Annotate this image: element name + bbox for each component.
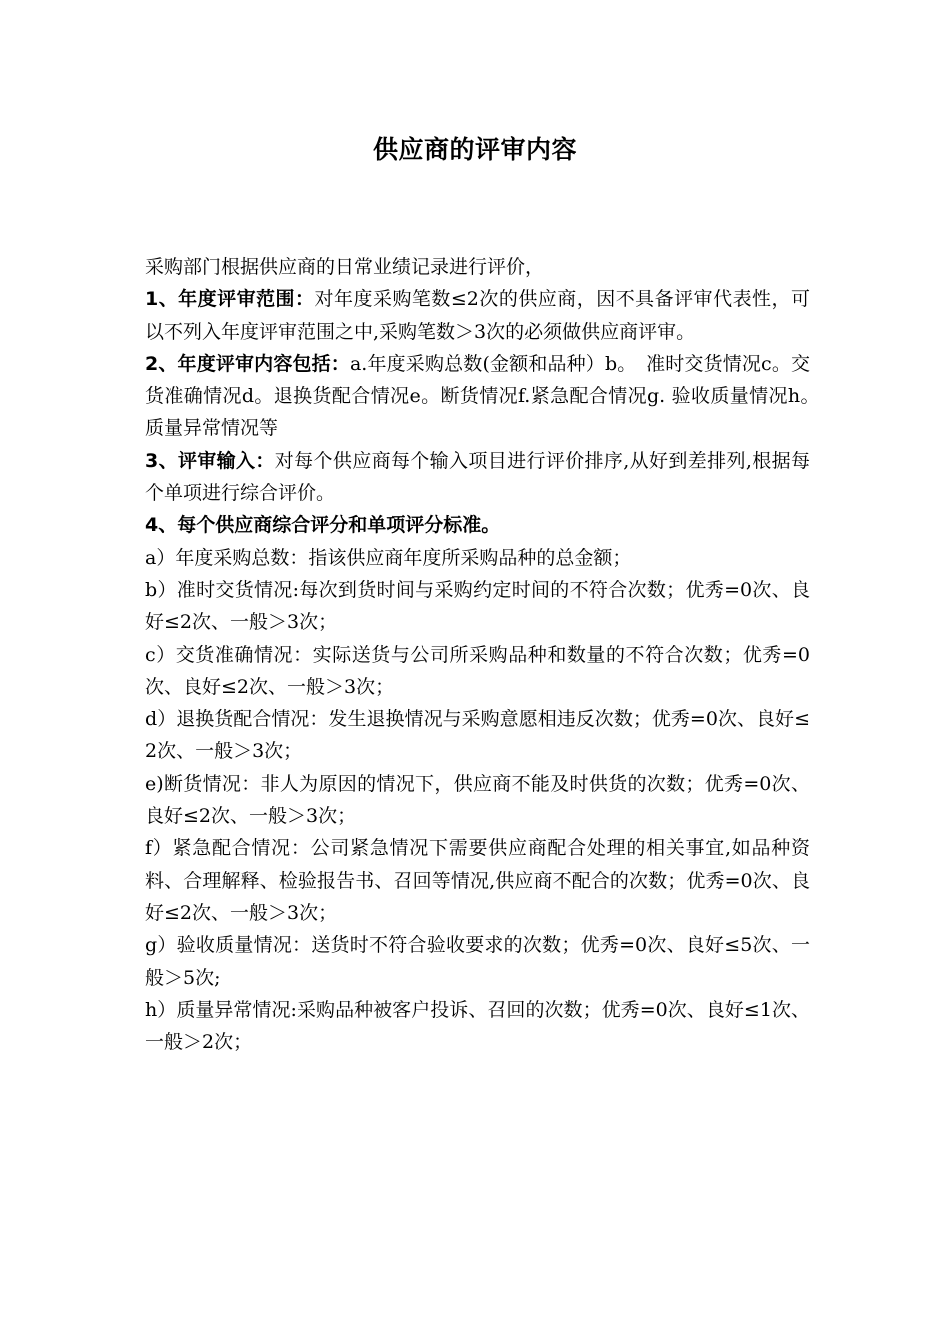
page-title: 供应商的评审内容 bbox=[372, 135, 577, 164]
section-2-text: a.年度采购总数(金额和品种）b。 准时交货情况c。交货准确情况d。退换货配合情况e。断货情况f.紧急配合情况g. 验收质量情况h。 质量异常情况等 bbox=[145, 352, 830, 440]
criterion-g: g）验收质量情况：送货时不符合验收要求的次数；优秀=0次、良好≤5次、一般＞5次; bbox=[145, 934, 810, 989]
criterion-e: e)断货情况：非人为原因的情况下，供应商不能及时供货的次数；优秀=0次、良好≤2次、一般＞3次； bbox=[145, 772, 810, 828]
intro-paragraph: 采购部门根据供应商的日常业绩记录进行评价， bbox=[145, 256, 545, 278]
section-1-text: 对年度采购笔数≤2次的供应商，因不具备评审代表性，可以不列入年度评审范围之中,采购笔数＞3次的必须做供应商评审。 bbox=[145, 288, 810, 343]
document-body bbox=[145, 251, 830, 1058]
criterion-a: a）年度采购总数：指该供应商年度所采购品种的总金额； bbox=[145, 546, 632, 569]
criterion-h: h）质量异常情况:采购品种被客户投诉、召回的次数；优秀=0次、良好≤1次、一般＞2次； bbox=[145, 998, 810, 1054]
criterion-b: b）准时交货情况:每次到货时间与采购约定时间的不符合次数；优秀=0次、良好≤2次、一般＞3次； bbox=[145, 578, 810, 634]
section-2-heading: 2、年度评审内容包括： bbox=[145, 352, 350, 375]
criterion-d: d）退换货配合情况：发生退换情况与采购意愿相违反次数；优秀=0次、良好≤2次、一般＞3次； bbox=[145, 708, 810, 763]
section-4 bbox=[145, 509, 810, 541]
criterion-f: f）紧急配合情况：公司紧急情况下需要供应商配合处理的相关事宜,如品种资料、合理解释、检验报告书、召回等情况,供应商不配合的次数；优秀=0次、良好≤2次、一般＞3次； bbox=[145, 837, 810, 924]
section-1 bbox=[145, 283, 810, 348]
criterion-c: c）交货准确情况：实际送货与公司所采购品种和数量的不符合次数；优秀=0次、良好≤2次、一般＞3次； bbox=[145, 643, 810, 698]
section-3-heading: 3、评审输入： bbox=[145, 449, 275, 472]
section-3-text: 对每个供应商每个输入项目进行评价排序,从好到差排列,根据每个单项进行综合评价。 bbox=[145, 449, 810, 505]
section-2 bbox=[145, 348, 830, 445]
section-3 bbox=[145, 445, 810, 510]
section-1-heading: 1、年度评审范围： bbox=[145, 288, 315, 311]
section-4-heading: 4、每个供应商综合评分和单项评分标准。 bbox=[145, 514, 501, 537]
